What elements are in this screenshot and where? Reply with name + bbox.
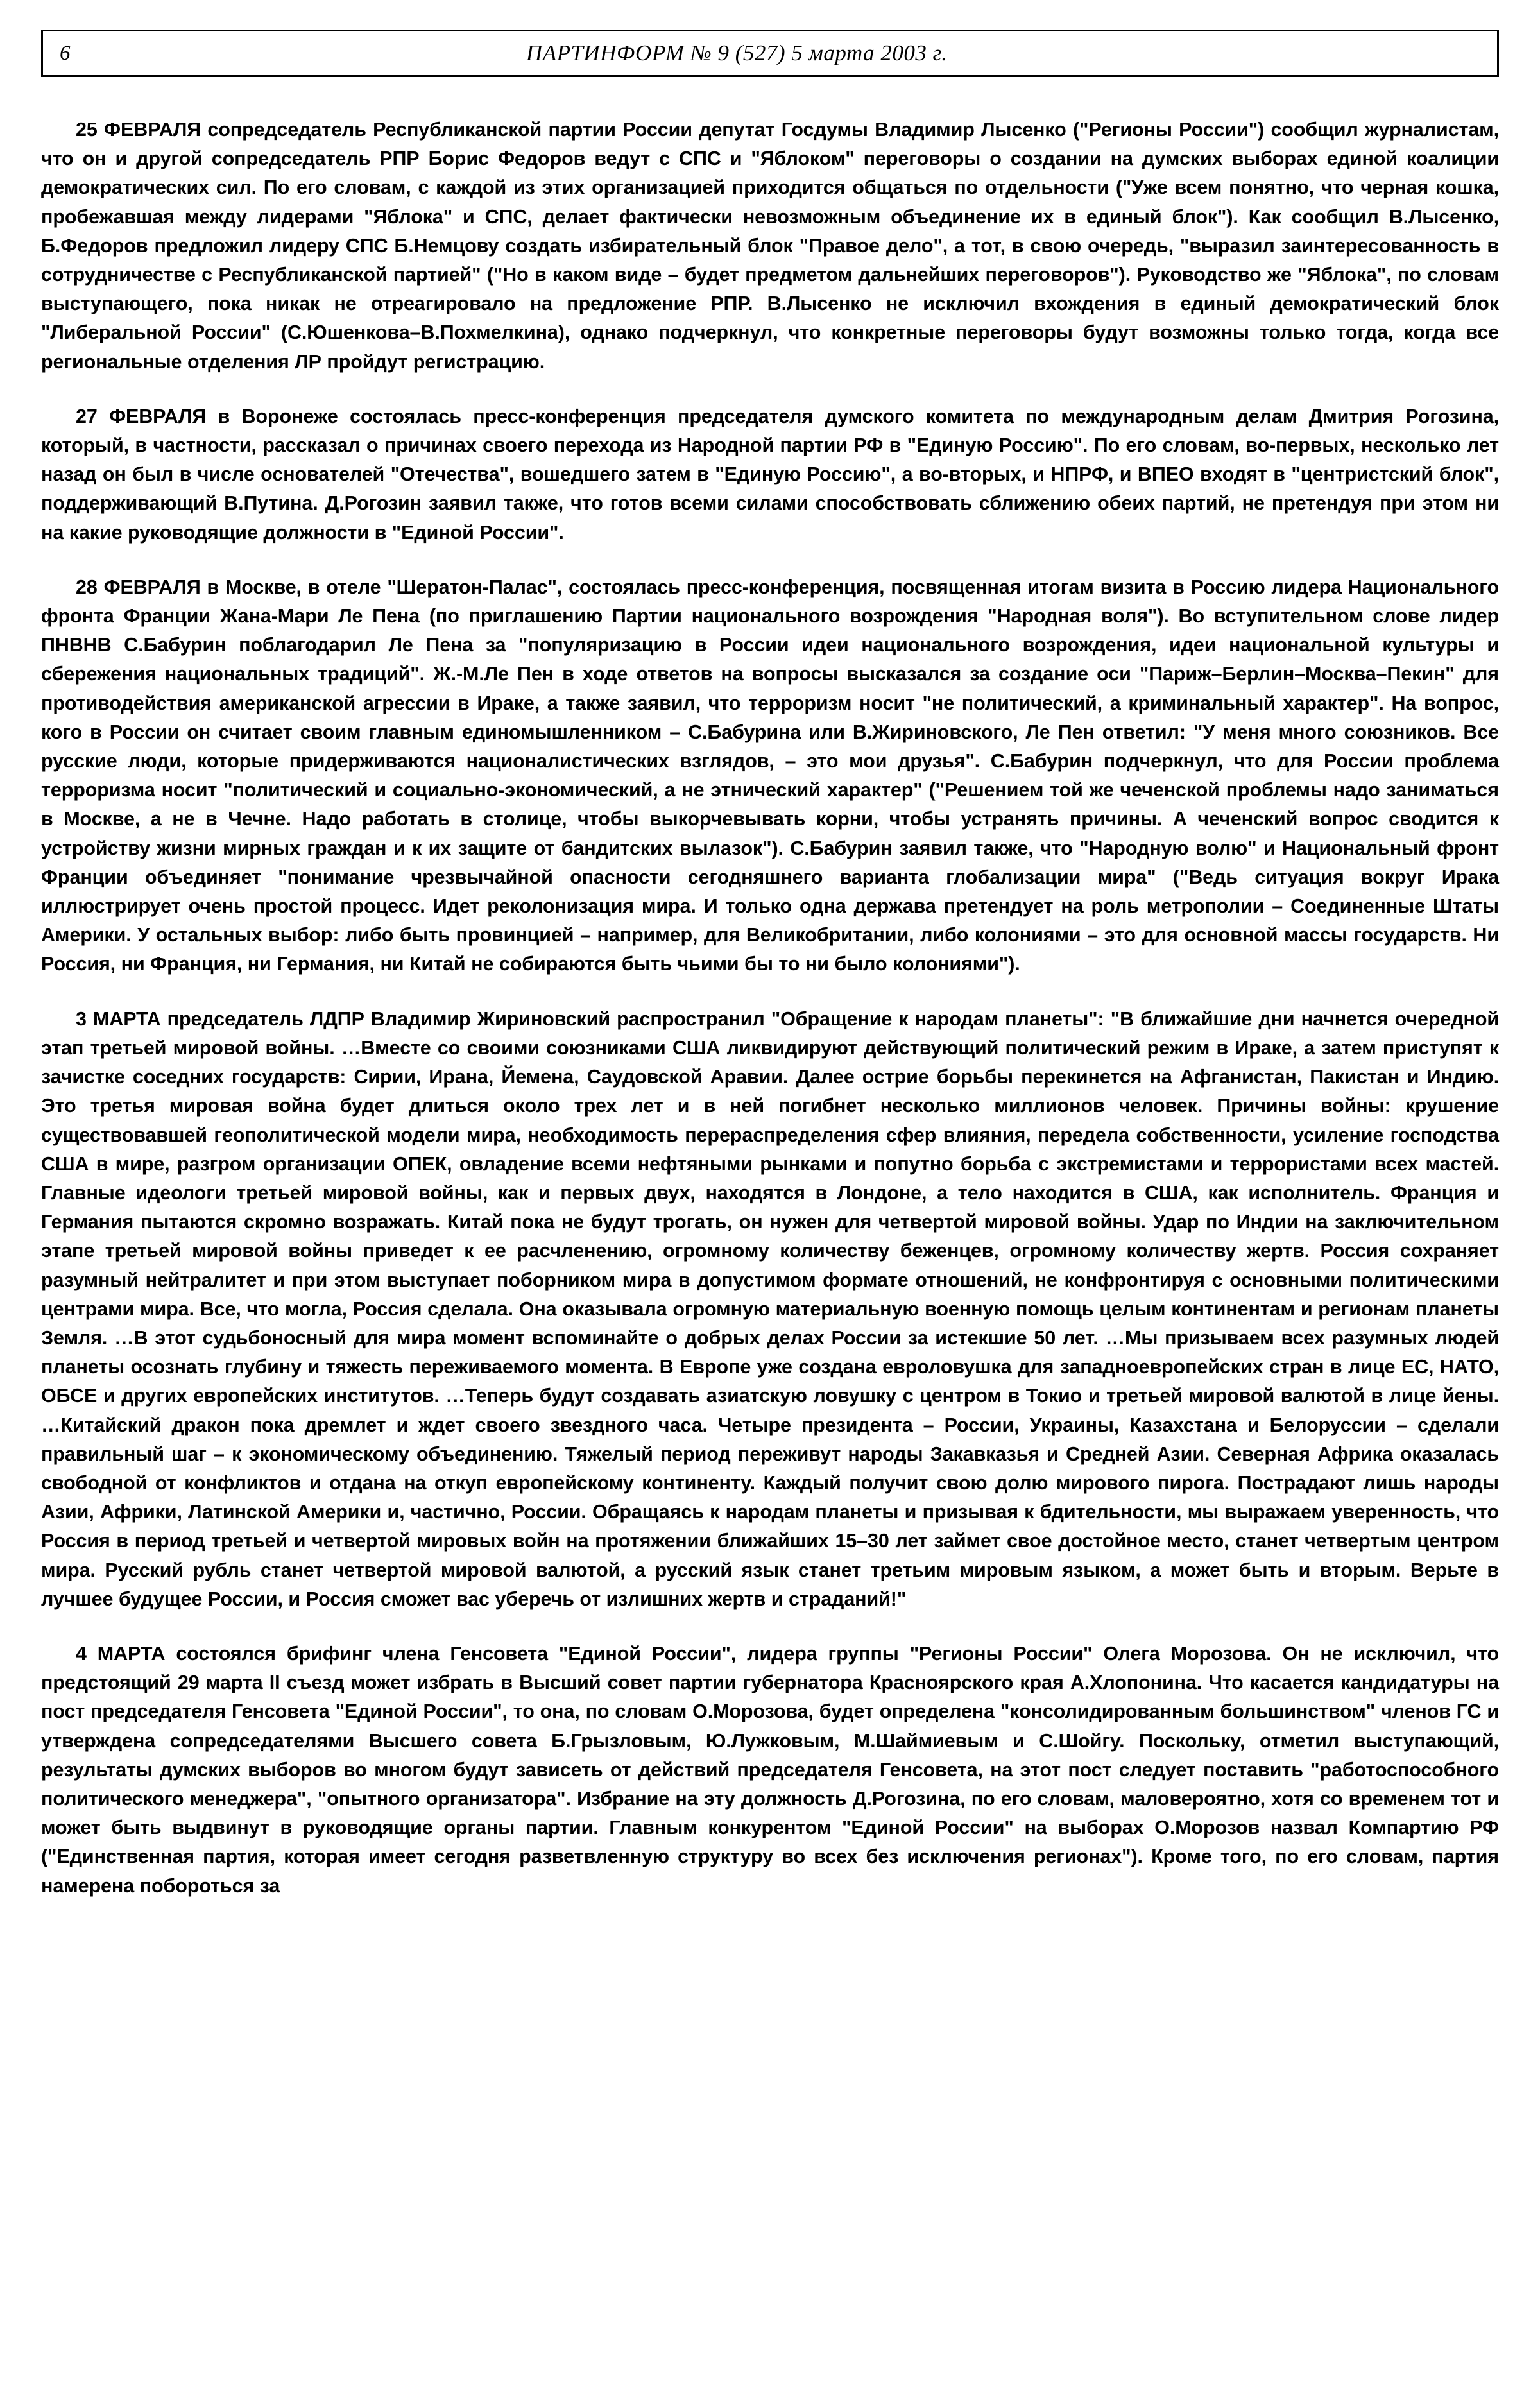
article-paragraph: 3 МАРТА председатель ЛДПР Владимир Жириновский распространил "Обращение к народам планеты": "В ближайшие дни начнется очередной этап третьей мировой войны. …Вместе со своими союзниками США ликвидируют действующий политический режим в Ираке, а затем приступят к зачистке соседних государств: Сирии, Ирана, Йемена, Саудовской Аравии. Далее острие борьбы перекинется на Афганистан, Пакистан и Индию. Это третья мировая война будет длиться около трех лет и в ней погибнет несколько миллионов человек. Причины войны: крушение существовавшей геополитической модели мира, необходимость перераспределения сфер влияния, передела собственности, усиление господства США в мире, разгром организации ОПЕК, овладение всеми нефтяными рынками и попутно борьба с экстремистами и террористами всех мастей. Главные идеологи третьей мировой войны, как и первых двух, находятся в Лондоне, а тело находится в США, как исполнитель. Франция и Германия пытаются скромно возражать. Китай пока не будут трогать, он нужен для четвертой мировой войны. Удар по Индии на заключительном этапе третьей мировой войны приведет к ее расчленению, огромному количеству беженцев, огромному количеству жертв. Россия сохраняет разумный нейтралитет и при этом выступает поборником мира в допустимом формате отношений, не конфронтируя с основными политическими центрами мира. Все, что могла, Россия сделала. Она оказывала огромную материальную военную помощь целым континентам и регионам планеты Земля. …В этот судьбоносный для мира момент вспоминайте о добрых делах России за истекшие 50 лет. …Мы призываем всех разумных людей планеты осознать глубину и тяжесть переживаемого момента. В Европе уже создана евроловушка для западноевропейских стран в лице ЕС, НАТО, ОБСЕ и других европейских институтов. …Теперь будут создавать азиатскую ловушку с центром в Токио и третьей мировой валютой в лице йены. …Китайский дракон пока дремлет и ждет своего звездного часа. Четыре президента – России, Украины, Казахстана и Белоруссии – сделали правильный шаг – к экономическому объединению. Тяжелый период переживут народы Закавказья и Средней Азии. Северная Африка оказалась свободной от конфликтов и отдана на откуп европейскому континенту. Каждый получит свою долю мирового пирога. Пострадают лишь народы Азии, Африки, Латинской Америки и, частично, России. Обращаясь к народам планеты и призывая к бдительности, мы выражаем уверенность, что Россия в период третьей и четвертой мировых войн на протяжении ближайших 15–30 лет займет свое достойное место, станет четвертым центром мира. Русский рубль станет четвертой мировой валютой, а русский язык станет третьим мировым языком, а может быть и вторым. Верьте в лучшее будущее России, и Россия сможет вас уберечь от излишних жертв и страданий!" xyxy=(41,1007,1499,1610)
publication-title: ПАРТИНФОРМ № 9 (527) 5 марта 2003 г. xyxy=(526,40,948,65)
article-paragraph: 28 ФЕВРАЛЯ в Москве, в отеле "Шератон-Палас", состоялась пресс-конференция, посвященная итогам визита в Россию лидера Национального фронта Франции Жана-Мари Ле Пена (по приглашению Партии национального возрождения "Народная воля"). Во вступительном слове лидер ПНВНВ С.Бабурин поблагодарил Ле Пена за "популяризацию в России идеи национального возрождения, идеи национальной культуры и сбережения национальных традиций". Ж.-М.Ле Пен в ходе ответов на вопросы высказался за создание оси "Париж–Берлин–Москва–Пекин" для противодействия американской агрессии в Ираке, а также заявил, что терроризм носит "не политический, а криминальный характер". На вопрос, кого в России он считает своим главным единомышленником – С.Бабурина или В.Жириновского, Ле Пен ответил: "У меня много союзников. Все русские люди, которые придерживаются националистических взглядов, – это мои друзья". С.Бабурин подчеркнул, что для России проблема терроризма носит "политический и социально-экономический, а не этнический характер" ("Решением той же чеченской проблемы надо заниматься в Москве, а не в Чечне. Надо работать в столице, чтобы выкорчевывать корни, чтобы устранять причины. А чеченский вопрос сводится к устройству жизни мирных граждан и к их защите от бандитских вылазок"). С.Бабурин заявил также, что "Народную волю" и Национальный фронт Франции объединяет "понимание чрезвычайной опасности сегодняшнего варианта глобализации мира" ("Ведь ситуация вокруг Ирака иллюстрирует очень простой процесс. Идет реколонизация мира. И только одна держава претендует на роль метрополии – Соединенные Штаты Америки. У остальных выбор: либо быть провинцией – например, для Великобритании, либо колониями – это для основной массы государств. Ни Россия, ни Франция, ни Германия, ни Китай не собираются быть чьими бы то ни было колониями"). xyxy=(41,576,1499,975)
article-paragraph: 25 ФЕВРАЛЯ сопредседатель Республиканской партии России депутат Госдумы Владимир Лысенко ("Регионы России") сообщил журналистам, что он и другой сопредседатель РПР Борис Федоров ведут с СПС и "Яблоком" переговоры о создании на думских выборах единой коалиции демократических сил. По его словам, с каждой из этих организацией приходится общаться по отдельности ("Уже всем понятно, что черная кошка, пробежавшая между лидерами "Яблока" и СПС, делает фактически невозможным объединение их в единый блок"). Как сообщил В.Лысенко, Б.Федоров предложил лидеру СПС Б.Немцову создать избирательный блок "Правое дело", а тот, в свою очередь, "выразил заинтересованность в сотрудничестве с Республиканской партией" ("Но в каком виде – будет предметом дальнейших переговоров"). Руководство же "Яблока", по словам выступающего, пока никак не отреагировало на предложение РПР. В.Лысенко не исключил вхождения в единый демократический блок "Либеральной России" (С.Юшенкова–В.Похмелкина), однако подчеркнул, что конкретные переговоры будут возможны только тогда, когда все региональные отделения ЛР пройдут регистрацию. xyxy=(41,119,1499,373)
page-header xyxy=(41,30,1499,77)
page-number: 6 xyxy=(60,41,71,65)
article-paragraph: 27 ФЕВРАЛЯ в Воронеже состоялась пресс-конференция председателя думского комитета по международным делам Дмитрия Рогозина, который, в частности, рассказал о причинах своего перехода из Народной партии РФ в "Единую Россию". По его словам, во-первых, несколько лет назад он был в числе основателей "Отечества", вошедшего затем в "Единую Россию", а во-вторых, и НПРФ, и ВПЕО входят в "центристский блок", поддерживающий В.Путина. Д.Рогозин заявил также, что готов всеми силами способствовать сближению обеих партий, не претендуя при этом ни на какие руководящие должности в "Единой России". xyxy=(41,405,1499,544)
article-paragraph: 4 МАРТА состоялся брифинг члена Генсовета "Единой России", лидера группы "Регионы России" Олега Морозова. Он не исключил, что предстоящий 29 марта II съезд может избрать в Высший совет партии губернатора Красноярского края А.Хлопонина. Что касается кандидатуры на пост председателя Генсовета "Единой России", то она, по словам О.Морозова, будет определена "консолидированным большинством" членов ГС и утверждена сопредседателями Высшего совета Б.Грызловым, Ю.Лужковым, М.Шаймиевым и С.Шойгу. Поскольку, отметил выступающий, результаты думских выборов во многом будут зависеть от действий председателя Генсовета, на этот пост следует поставить "работоспособного политического менеджера", "опытного организатора". Избрание на эту должность Д.Рогозина, по его словам, маловероятно, хотя со временем тот и может быть выдвинут в руководящие органы партии. Главным конкурентом "Единой России" на выборах О.Морозов назвал Компартию РФ ("Единственная партия, которая имеет сегодня разветвленную структуру во всех без исключения регионах"). Кроме того, по его словам, партия намерена побороться за xyxy=(41,1642,1499,1897)
article-body xyxy=(41,116,1499,1901)
